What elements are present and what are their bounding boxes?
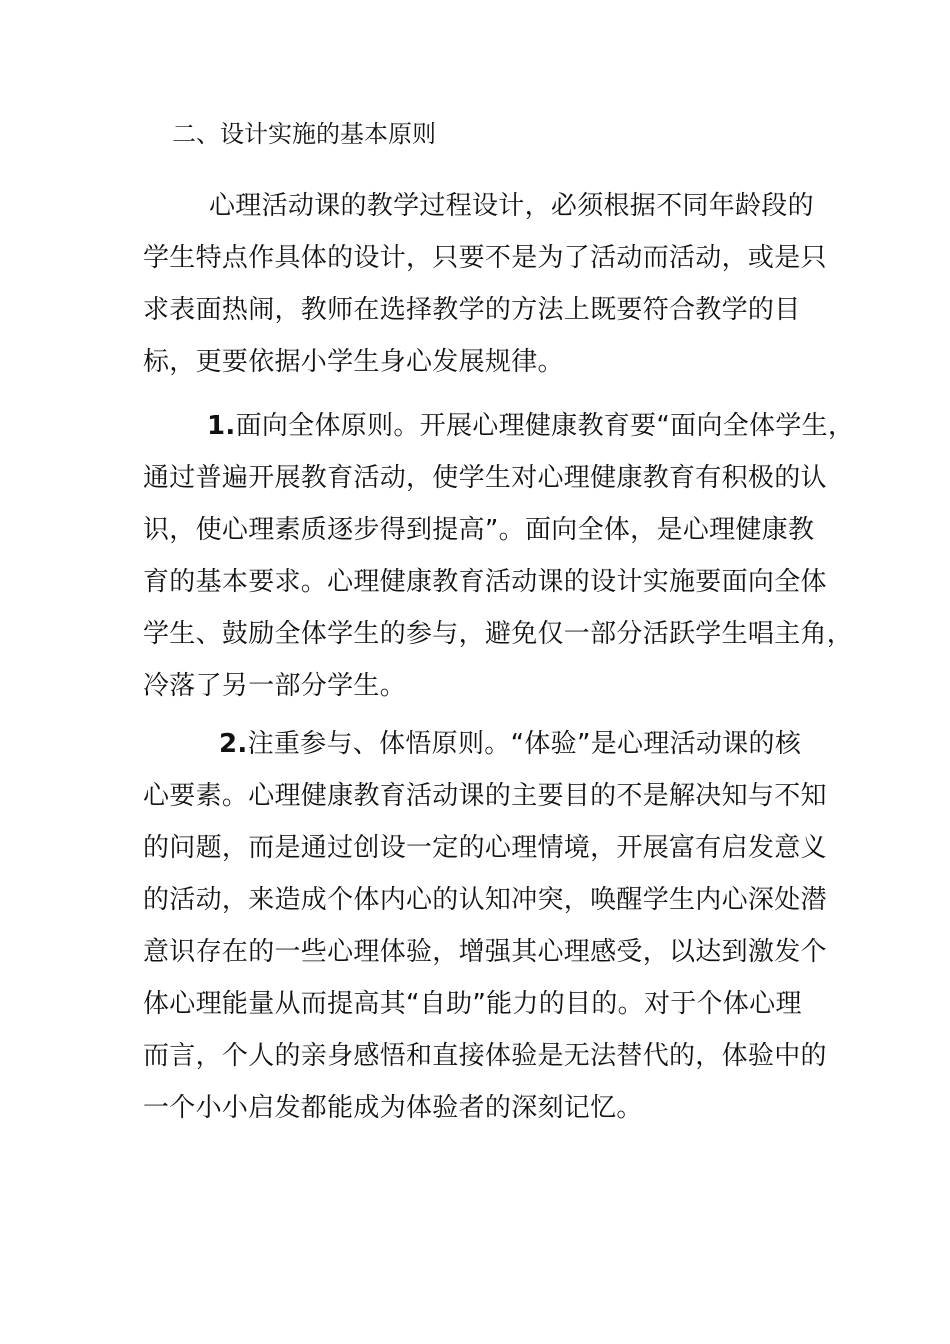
paragraph-line: 标，更要依据小学生身心发展规律。 — [143, 347, 564, 377]
paragraph-line — [143, 400, 855, 452]
paragraph-line: 通过普遍开展教育活动，使学生对心理健康教育有积极的认 — [143, 463, 827, 493]
paragraph-line: 学生、鼓励全体学生的参与，避免仅一部分活跃学生唱主角， — [143, 619, 854, 649]
paragraph-line: 意识存在的一些心理体验，增强其心理感受，以达到激发个 — [143, 937, 827, 967]
paragraph-principle-1 — [143, 400, 855, 712]
item-number: 2. — [219, 729, 248, 759]
paragraph-line: 求表面热闹，教师在选择教学的方法上既要符合教学的目 — [143, 295, 801, 325]
item-number: 1. — [207, 411, 236, 441]
paragraph-line: 识，使心理素质逐步得到提高”。面向全体，是心理健康教 — [143, 515, 815, 545]
paragraph-line: 心理活动课的教学过程设计，必须根据不同年龄段的 — [209, 191, 814, 221]
paragraph-principle-2 — [143, 718, 827, 1134]
paragraph-line: 冷落了另一部分学生。 — [143, 671, 407, 701]
paragraph-intro — [143, 180, 827, 388]
section-heading: 二、设计实施的基本原则 — [172, 120, 436, 148]
paragraph-line: 的问题，而是通过创设一定的心理情境，开展富有启发意义 — [143, 833, 827, 863]
paragraph-line: 学生特点作具体的设计，只要不是为了活动而活动，或是只 — [143, 243, 827, 273]
paragraph-line: 一个小小启发都能成为体验者的深刻记忆。 — [143, 1093, 643, 1123]
paragraph-line: 育的基本要求。心理健康教育活动课的设计实施要面向全体 — [143, 567, 827, 597]
paragraph-line: 的活动，来造成个体内心的认知冲突，唤醒学生内心深处潜 — [143, 885, 827, 915]
paragraph-line: 心要素。心理健康教育活动课的主要目的不是解决知与不知 — [143, 781, 827, 811]
paragraph-line: 而言，个人的亲身感悟和直接体验是无法替代的，体验中的 — [143, 1041, 827, 1071]
paragraph-line-text: 面向全体原则。开展心理健康教育要“面向全体学生， — [235, 411, 855, 441]
paragraph-line-text: 注重参与、体悟原则。“体验”是心理活动课的核 — [247, 729, 802, 759]
paragraph-line — [143, 718, 823, 770]
paragraph-line: 体心理能量从而提高其“自助”能力的目的。对于个体心理 — [143, 989, 802, 1019]
